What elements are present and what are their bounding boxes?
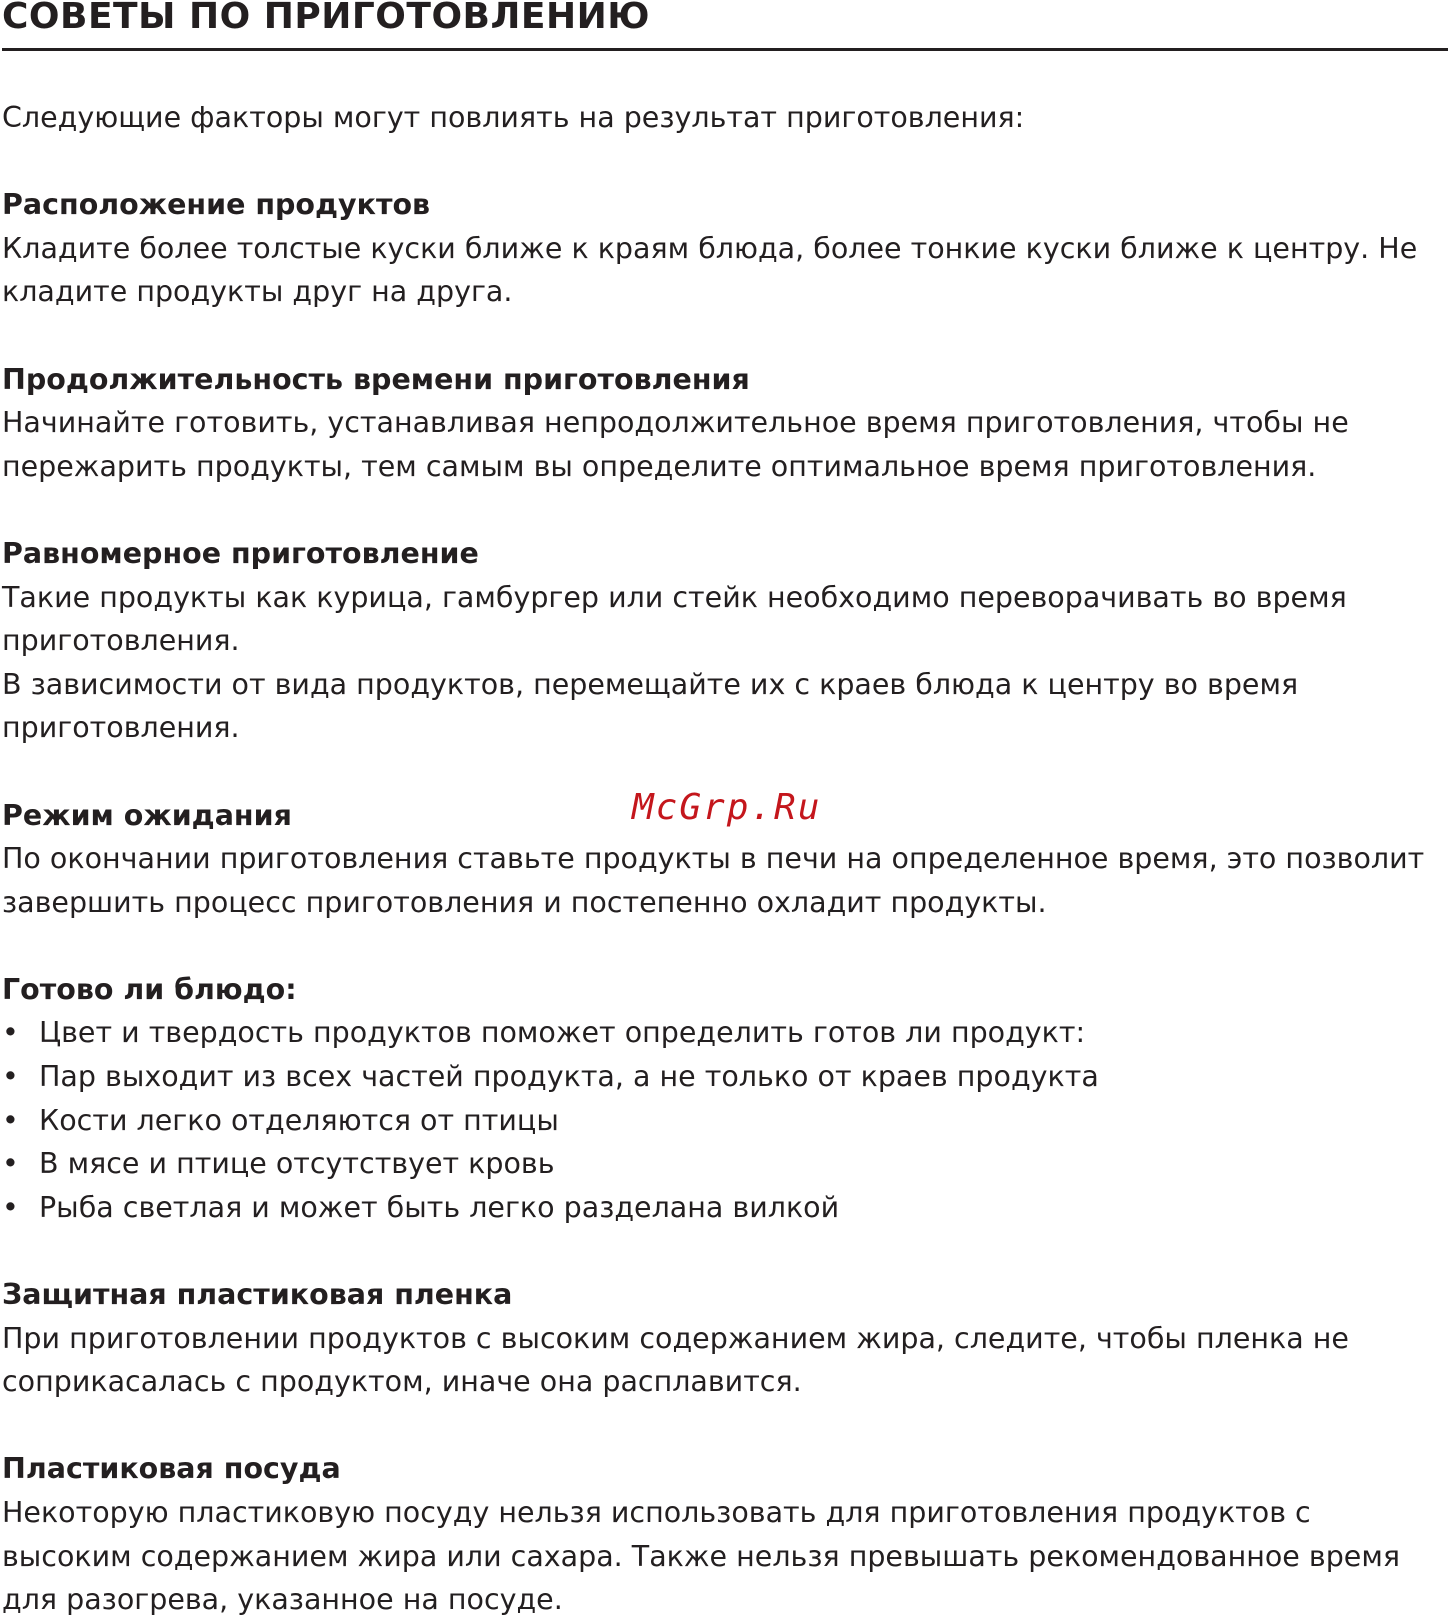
list-item (2, 1142, 1448, 1186)
intro-text: Следующие факторы могут повлиять на результат приготовления: (2, 101, 1025, 134)
section-heading: Равномерное приготовление (2, 536, 479, 570)
list-item-text: Пар выходит из всех частей продукта, а не только от краев продукта (39, 1060, 1099, 1094)
list-item-text: Цвет и твердость продуктов поможет определить готов ли продукт: (39, 1016, 1086, 1050)
list-item (2, 1099, 1448, 1143)
bullet-icon: • (2, 1103, 19, 1137)
page-title: СОВЕТЫ ПО ПРИГОТОВЛЕНИЮ (2, 0, 1448, 51)
section-text: Кладите более толстые куски ближе к краям блюда, более тонкие куски ближе к центру. Не кладите продукты друг на друга. (2, 231, 1418, 309)
section-placement (2, 183, 1448, 314)
watermark-logo: McGrp.Ru (632, 787, 822, 828)
section-text: По окончании приготовления ставьте продукты в печи на определенное время, это позволит завершить процесс приготовления и постепенно охладит продукты. (2, 842, 1425, 919)
bullet-icon: • (2, 1147, 19, 1181)
list-item (2, 1011, 1448, 1055)
section-heading: Защитная пластиковая пленка (2, 1278, 513, 1312)
bullet-icon: • (2, 1060, 19, 1094)
bullet-icon: • (2, 1190, 19, 1224)
list-item (2, 1186, 1448, 1230)
list-item-text: Рыба светлая и может быть легко разделана вилкой (39, 1190, 840, 1224)
section-heading: Готово ли блюдо: (2, 972, 297, 1006)
section-heading: Режим ожидания (2, 798, 292, 832)
section-doneness (2, 968, 1448, 1230)
list-item (2, 1055, 1448, 1099)
section-heading: Расположение продуктов (2, 188, 431, 222)
section-heading: Продолжительность времени приготовления (2, 362, 750, 396)
section-duration (2, 358, 1448, 489)
bullet-icon: • (2, 1016, 19, 1050)
list-item-text: Кости легко отделяются от птицы (39, 1103, 559, 1137)
section-text: В зависимости от вида продуктов, перемещайте их с краев блюда к центру во время приготовления. (2, 667, 1299, 745)
section-even-cooking (2, 532, 1448, 750)
doneness-list (2, 1011, 1448, 1229)
section-text: Начинайте готовить, устанавливая непродолжительное время приготовления, чтобы не пережарить продукты, тем самым вы определите оптимальное время приготовления. (2, 406, 1349, 483)
section-text: При приготовлении продуктов с высоким содержанием жира, следите, чтобы пленка не соприкасалась с продуктом, иначе она расплавится. (2, 1321, 1349, 1399)
section-text: Некоторую пластиковую посуду нельзя использовать для приготовления продуктов с высоким содержанием жира или сахара. Также нельзя превышать рекомендованное время для разогрева, указанное на посуде. (2, 1496, 1400, 1617)
section-text: Такие продукты как курица, гамбургер или стейк необходимо переворачивать во время приготовления. (2, 580, 1347, 658)
section-plastic-dishes (2, 1447, 1448, 1621)
section-protective-film (2, 1273, 1448, 1404)
list-item-text: В мясе и птице отсутствует кровь (39, 1147, 555, 1181)
section-heading: Пластиковая посуда (2, 1452, 341, 1486)
